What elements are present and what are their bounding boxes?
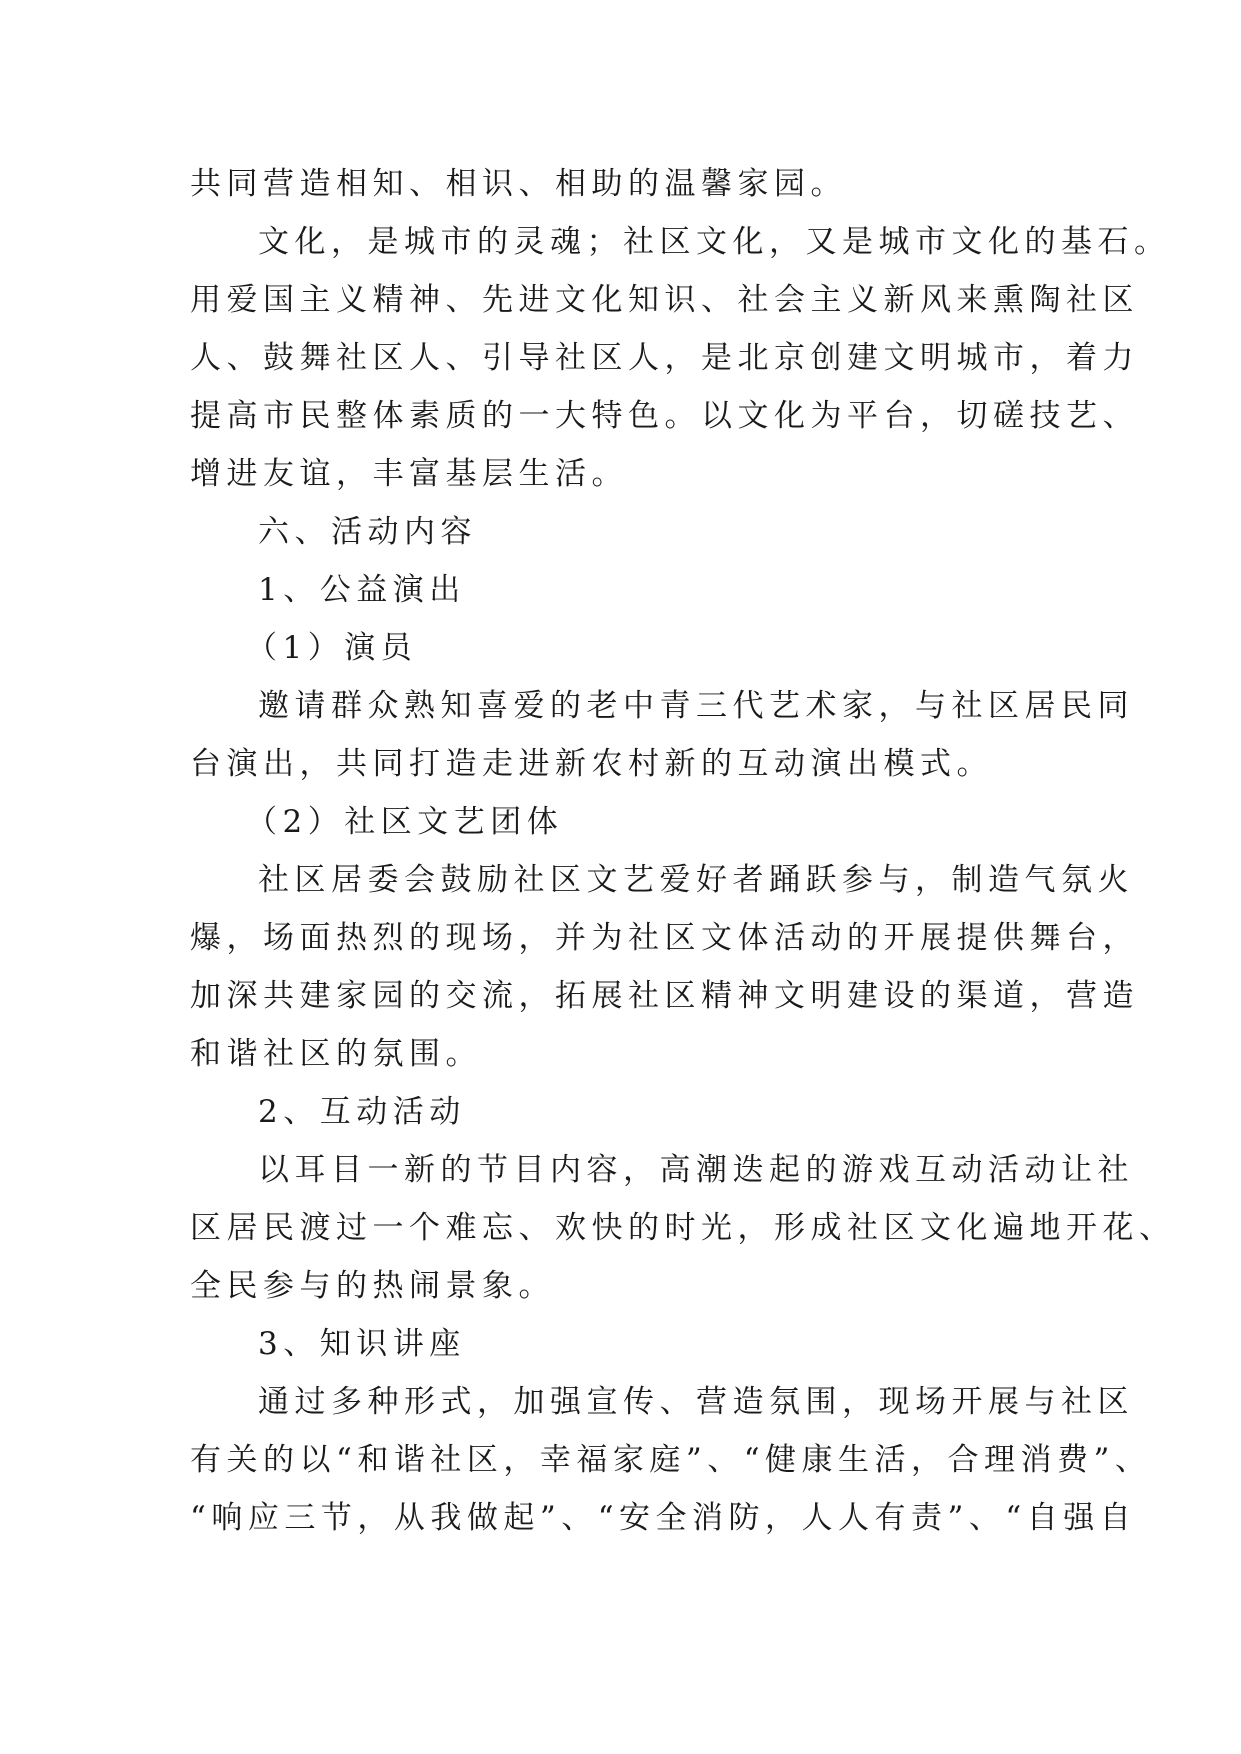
section-heading: 六、活动内容 <box>258 514 477 550</box>
text-line: 文化，是城市的灵魂；社区文化，又是城市文化的基石。 <box>258 224 1171 260</box>
text-line: 有关的以“和谐社区，幸福家庭”、“健康生活，合理消费”、 <box>190 1442 1152 1478</box>
item-heading: （1）演员 <box>246 630 418 666</box>
text-line: 和谐社区的氛围。 <box>190 1036 482 1072</box>
document-body <box>190 155 1176 1547</box>
text-line: 增进友谊，丰富基层生活。 <box>190 456 628 492</box>
subsection-heading: 3、知识讲座 <box>258 1326 466 1362</box>
text-line: 邀请群众熟知喜爱的老中青三代艺术家，与社区居民同 <box>258 688 1134 724</box>
text-line: 提高市民整体素质的一大特色。以文化为平台，切磋技艺、 <box>190 398 1139 434</box>
text-line: 台演出，共同打造走进新农村新的互动演出模式。 <box>190 746 993 782</box>
text-line: 人、鼓舞社区人、引导社区人，是北京创建文明城市，着力 <box>190 340 1139 376</box>
subsection-heading: 2、互动活动 <box>258 1094 466 1130</box>
text-line: 爆，场面热烈的现场，并为社区文体活动的开展提供舞台， <box>190 920 1139 956</box>
text-line: 全民参与的热闹景象。 <box>190 1268 555 1304</box>
text-line: 用爱国主义精神、先进文化知识、社会主义新风来熏陶社区 <box>190 282 1139 318</box>
item-heading: （2）社区文艺团体 <box>246 804 564 840</box>
text-line: 社区居委会鼓励社区文艺爱好者踊跃参与，制造气氛火 <box>258 862 1134 898</box>
text-line: 加深共建家园的交流，拓展社区精神文明建设的渠道，营造 <box>190 978 1139 1014</box>
text-line: 通过多种形式，加强宣传、营造氛围，现场开展与社区 <box>258 1384 1134 1420</box>
subsection-heading: 1、公益演出 <box>258 572 466 608</box>
text-line: “响应三节，从我做起”、“安全消防，人人有责”、“自强自 <box>190 1500 1137 1536</box>
text-line: 区居民渡过一个难忘、欢快的时光，形成社区文化遍地开花、 <box>190 1210 1176 1246</box>
text-line: 共同营造相知、相识、相助的温馨家园。 <box>190 166 847 202</box>
text-line: 以耳目一新的节目内容，高潮迭起的游戏互动活动让社 <box>258 1152 1134 1188</box>
